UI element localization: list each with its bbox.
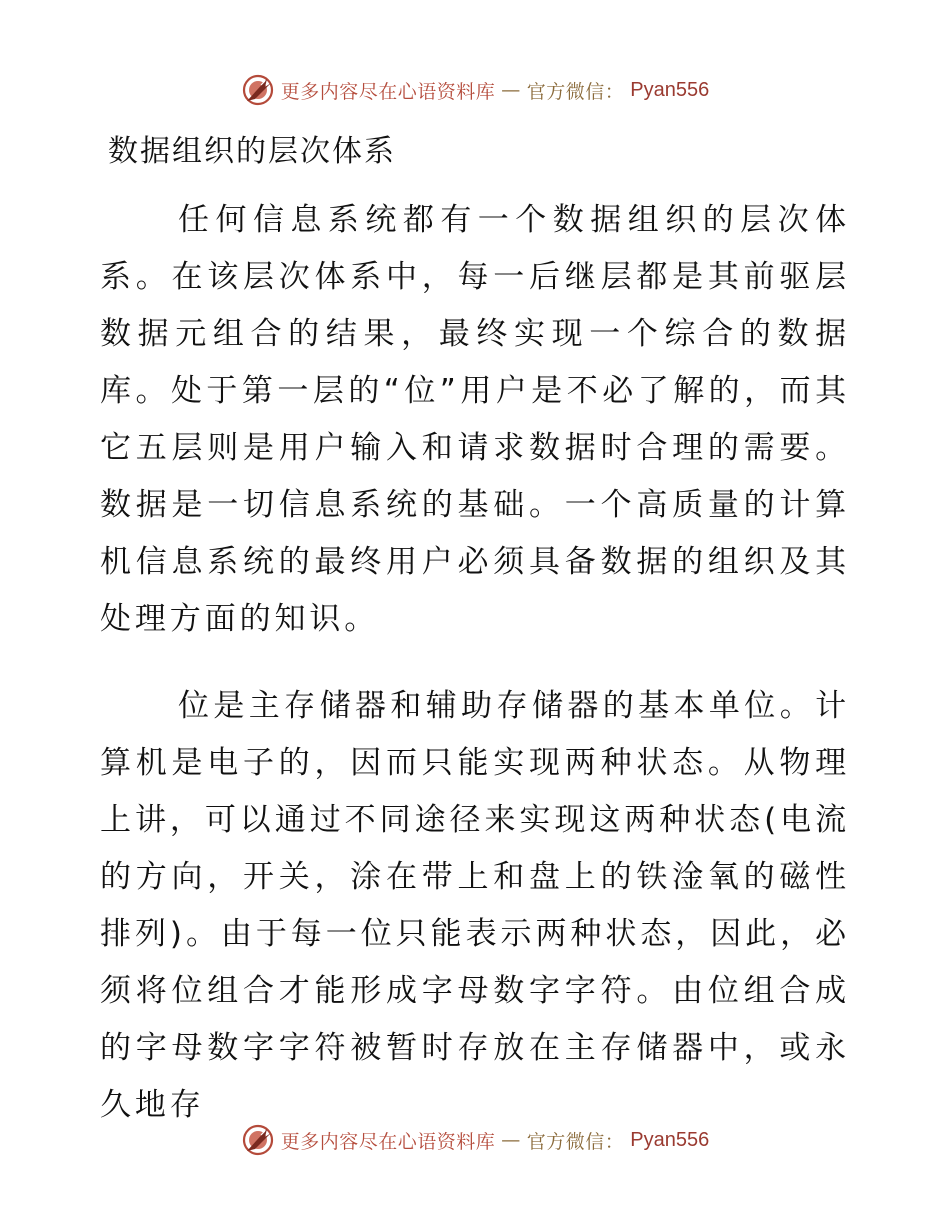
header-official-label: 官方微信： bbox=[526, 80, 625, 103]
header-watermark-banner bbox=[0, 70, 950, 110]
header-site-text: 更多内容尽在心语资料库 bbox=[280, 80, 496, 103]
quill-logo-icon bbox=[241, 1123, 275, 1157]
document-title: 数据组织的层次体系 bbox=[108, 134, 396, 169]
footer-site-text: 更多内容尽在心语资料库 bbox=[280, 1130, 496, 1153]
paragraph-2: 位是主存储器和辅助存储器的基本单位。计算机是电子的，因而只能实现两种状态。从物理上讲，可以通过不同途径来实现这两种状态(电流的方向，开关，涂在带上和盘上的铁淦氧的磁性排列)。由于每一位只能表示两种状态，因此，必须将位组合才能形成字母数字字符。由位组合成的字母数字字符被暂时存放在主存储器中，或永久地存 bbox=[100, 688, 850, 1123]
quill-logo-icon bbox=[241, 73, 275, 107]
footer-official-label: 官方微信： bbox=[526, 1130, 625, 1153]
footer-wechat-id: Pyan556 bbox=[630, 1128, 710, 1151]
header-dash: — bbox=[501, 79, 521, 101]
footer-watermark-banner bbox=[0, 1120, 950, 1160]
header-wechat-id: Pyan556 bbox=[630, 78, 710, 101]
footer-dash: — bbox=[501, 1129, 521, 1151]
paragraph-1: 任何信息系统都有一个数据组织的层次体系。在该层次体系中，每一后继层都是其前驱层数据元组合的结果，最终实现一个综合的数据库。处于第一层的“位”用户是不必了解的，而其它五层则是用户输入和请求数据时合理的需要。数据是一切信息系统的基础。一个高质量的计算机信息系统的最终用户必须具备数据的组织及其处理方面的知识。 bbox=[100, 202, 850, 637]
